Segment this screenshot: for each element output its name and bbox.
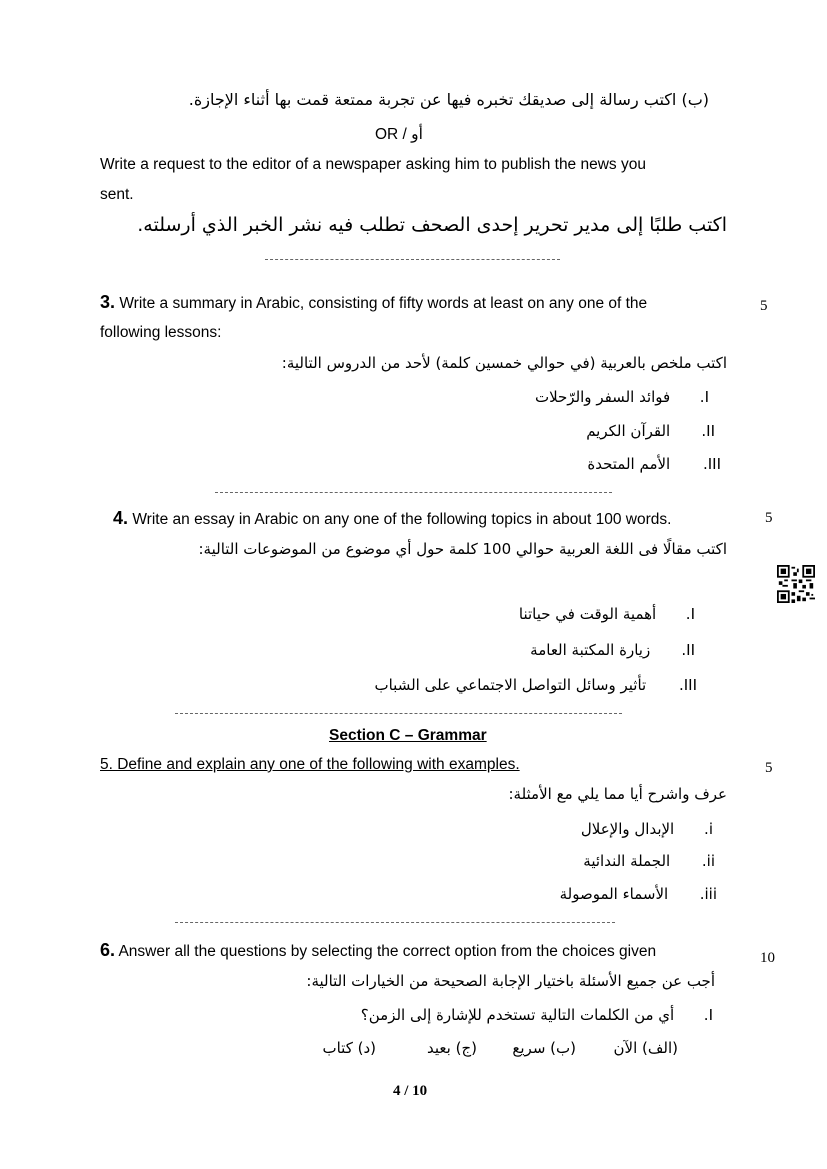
q3-marks: 5 bbox=[760, 298, 768, 314]
option-number: II. bbox=[701, 422, 715, 440]
option-number: I. bbox=[699, 388, 709, 406]
question-number: 4. bbox=[113, 508, 129, 528]
option-text: الأسماء الموصولة bbox=[559, 885, 669, 903]
option-text: أهمية الوقت في حياتنا bbox=[518, 605, 657, 623]
q6-sub1-question bbox=[361, 1006, 713, 1024]
q4-option-1 bbox=[519, 605, 695, 623]
q2-b-arabic: (ب) اكتب رسالة إلى صديقك تخبره فيها عن تجربة ممتعة قمت بها أثناء الإجازة. bbox=[188, 90, 709, 109]
option-text: فوائد السفر والرّحلات bbox=[534, 388, 671, 406]
q2-or-label: OR / أو bbox=[375, 126, 423, 143]
option-number: III. bbox=[702, 455, 721, 473]
option-number: i. bbox=[704, 820, 713, 838]
divider bbox=[175, 713, 622, 714]
q5-option-2 bbox=[583, 852, 715, 870]
q6-sub1-choice-c: (ج) بعيد bbox=[427, 1039, 477, 1057]
divider bbox=[265, 259, 560, 260]
q6-marks: 10 bbox=[760, 950, 775, 966]
q4-option-2 bbox=[530, 641, 695, 659]
option-number: I. bbox=[685, 605, 695, 623]
q2-english-line1: Write a request to the editor of a newspaper asking him to publish the news you bbox=[100, 156, 646, 173]
q3-option-3 bbox=[587, 455, 721, 473]
option-text: زيارة المكتبة العامة bbox=[530, 641, 651, 659]
q5-arabic: عرف واشرح أيا مما يلي مع الأمثلة: bbox=[508, 785, 727, 803]
q4-marks: 5 bbox=[765, 510, 773, 526]
q6-arabic: أجب عن جميع الأسئلة باختيار الإجابة الصحيحة من الخيارات التالية: bbox=[306, 972, 715, 990]
q2-arabic: اكتب طلبًا إلى مدير تحرير إحدى الصحف تطلب فيه نشر الخبر الذي أرسلته. bbox=[137, 214, 727, 236]
q6-sub1-choice-b: (ب) سريع bbox=[512, 1039, 576, 1057]
q5-english: 5. Define and explain any one of the following with examples. bbox=[100, 756, 520, 773]
q5-marks: 5 bbox=[765, 760, 773, 776]
option-number: II. bbox=[681, 641, 695, 659]
q6-sub1-choice-a: (الف) الآن bbox=[613, 1039, 678, 1057]
q3-english-line2: following lessons: bbox=[100, 324, 222, 341]
option-text: الجملة الندائية bbox=[583, 852, 671, 870]
q5-option-3 bbox=[560, 885, 717, 903]
option-number: III. bbox=[678, 676, 697, 694]
q3-option-1 bbox=[535, 388, 709, 406]
q6-english bbox=[100, 940, 656, 961]
option-text: تأثير وسائل التواصل الاجتماعي على الشباب bbox=[374, 676, 647, 694]
question-number: 6. bbox=[100, 940, 116, 960]
divider bbox=[175, 922, 615, 923]
section-c-title: Section C – Grammar bbox=[329, 727, 487, 744]
page-number: 4 / 10 bbox=[393, 1083, 428, 1099]
divider bbox=[215, 492, 612, 493]
q3-arabic: اكتب ملخص بالعربية (في حوالي خمسين كلمة) لأحد من الدروس التالية: bbox=[281, 354, 727, 372]
q3-option-2 bbox=[586, 422, 715, 440]
option-number: iii. bbox=[699, 885, 717, 903]
option-number: I. bbox=[703, 1006, 713, 1024]
qr-code bbox=[777, 565, 815, 603]
option-text: الإبدال والإعلال bbox=[580, 820, 675, 838]
q3-english-text: Write a summary in Arabic, consisting of fifty words at least on any one of the bbox=[119, 295, 648, 312]
option-number: ii. bbox=[701, 852, 715, 870]
option-text: القرآن الكريم bbox=[586, 422, 671, 440]
q4-arabic: اكتب مقالًا فى اللغة العربية حوالي 100 كلمة حول أي موضوع من الموضوعات التالية: bbox=[198, 540, 727, 558]
q4-option-3 bbox=[374, 676, 697, 694]
q5-option-1 bbox=[581, 820, 713, 838]
question-text: أي من الكلمات التالية تستخدم للإشارة إلى الزمن؟ bbox=[360, 1006, 675, 1024]
q2-english-line2: sent. bbox=[100, 186, 134, 203]
q6-english-text: Answer all the questions by selecting the correct option from the choices given bbox=[118, 943, 657, 960]
q4-english bbox=[113, 508, 671, 529]
question-number: 3. bbox=[100, 292, 116, 312]
q6-sub1-choice-d: (د) كتاب bbox=[322, 1039, 376, 1057]
q4-english-text: Write an essay in Arabic on any one of the following topics in about 100 words. bbox=[132, 511, 672, 528]
q3-english-line1 bbox=[100, 292, 647, 313]
option-text: الأمم المتحدة bbox=[587, 455, 671, 473]
